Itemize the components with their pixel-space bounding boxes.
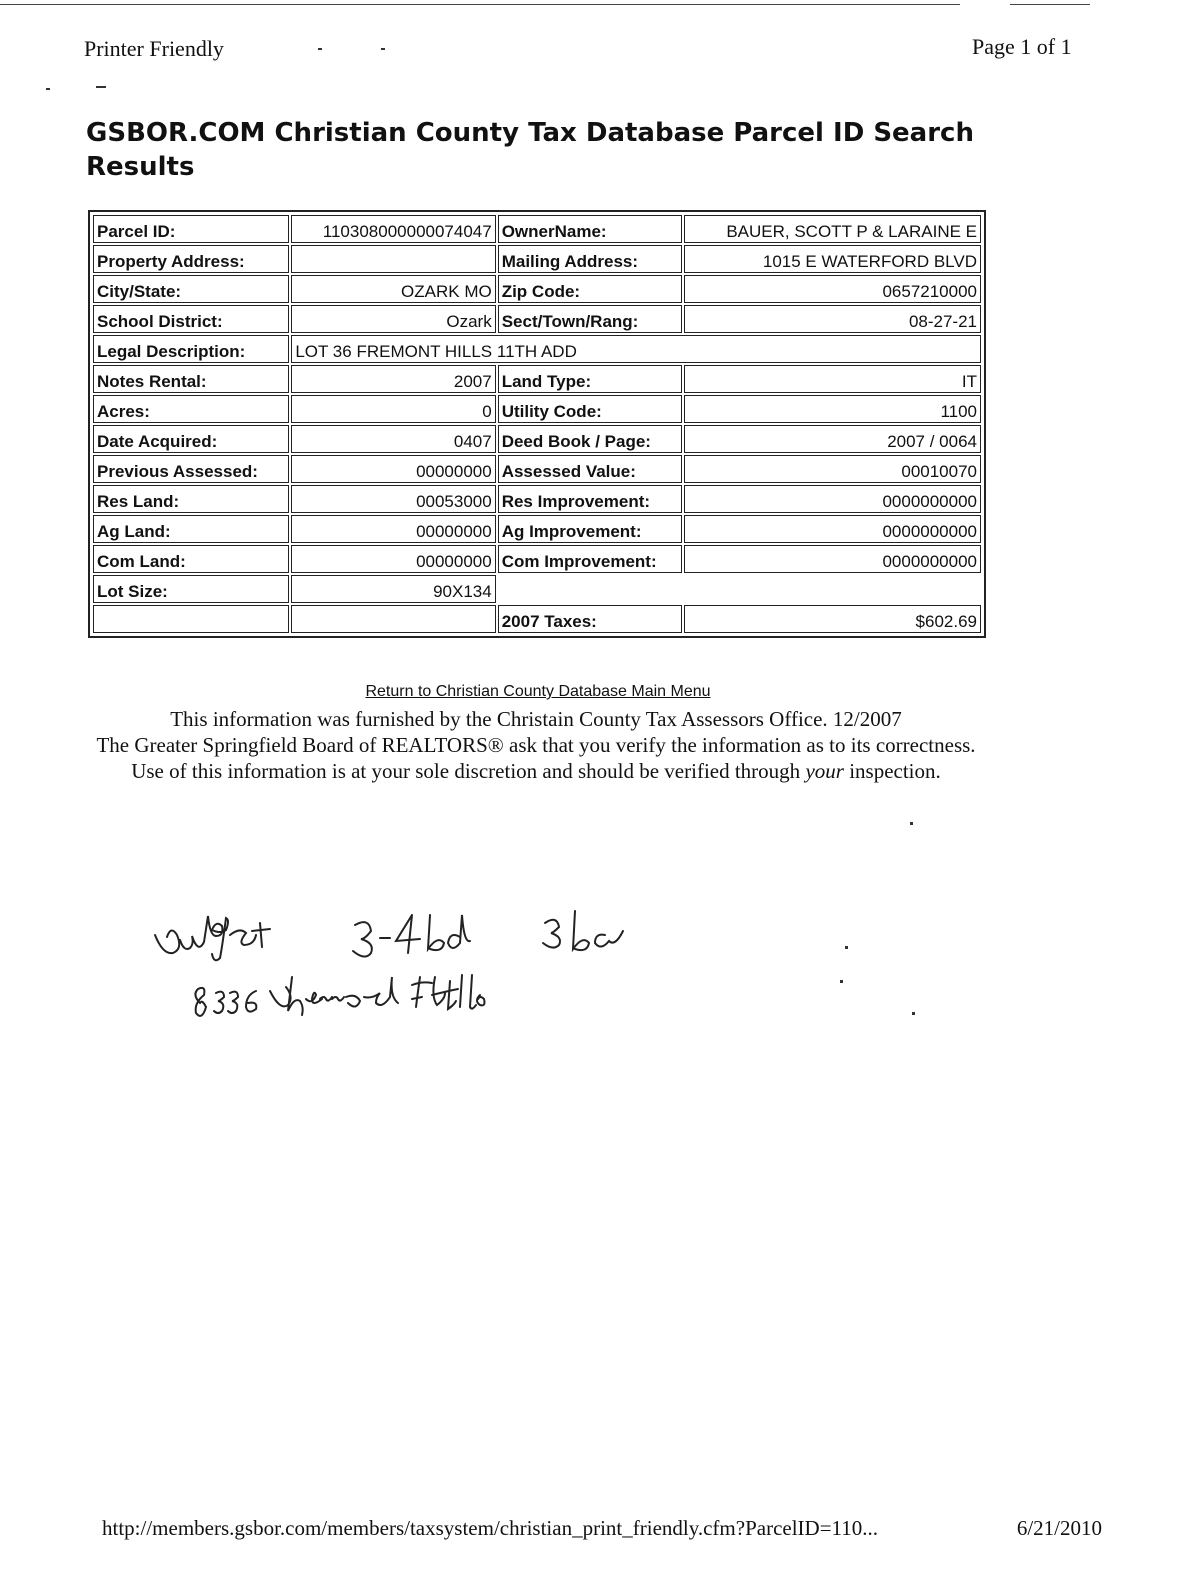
table-row (93, 485, 981, 513)
table-row (93, 605, 981, 633)
table-row (93, 335, 981, 363)
field-value: 0 (291, 395, 495, 423)
field-value: 0657210000 (684, 275, 981, 303)
table-row (93, 305, 981, 333)
field-label: Res Land: (93, 485, 289, 513)
field-label: OwnerName: (498, 215, 682, 243)
scan-speck (96, 86, 106, 88)
field-label: Parcel ID: (93, 215, 289, 243)
scan-speck (318, 48, 322, 50)
field-label: Land Type: (498, 365, 682, 393)
field-value: BAUER, SCOTT P & LARAINE E (684, 215, 981, 243)
field-label: Lot Size: (93, 575, 289, 603)
field-label: Zip Code: (498, 275, 682, 303)
table-row (93, 245, 981, 273)
field-label: City/State: (93, 275, 289, 303)
field-label: Date Acquired: (93, 425, 289, 453)
field-label: Previous Assessed: (93, 455, 289, 483)
top-rule (1010, 4, 1090, 5)
disclaimer (86, 706, 986, 784)
table-row (93, 275, 981, 303)
field-label: Ag Land: (93, 515, 289, 543)
parcel-rows (93, 215, 981, 633)
field-value: $602.69 (684, 605, 981, 633)
page-title: GSBOR.COM Christian County Tax Database Parcel ID Search Results (86, 118, 974, 182)
field-value (291, 245, 495, 273)
field-label: 2007 Taxes: (498, 605, 682, 633)
field-label: Deed Book / Page: (498, 425, 682, 453)
scan-speck (840, 980, 843, 983)
page-footer (102, 1516, 1102, 1541)
disclaimer-line: Use of this information is at your sole discretion and should be verified through your inspection. (131, 759, 941, 783)
field-value: 00000000 (291, 545, 495, 573)
field-value: 1100 (684, 395, 981, 423)
scan-speck (912, 1012, 915, 1015)
field-label: Notes Rental: (93, 365, 289, 393)
field-value: 0000000000 (684, 485, 981, 513)
scan-speck (845, 946, 848, 949)
table-row (93, 515, 981, 543)
field-label: Ag Improvement: (498, 515, 682, 543)
field-value: Ozark (291, 305, 495, 333)
source-url: http://members.gsbor.com/members/taxsystem/christian_print_friendly.cfm?ParcelID=110... (102, 1516, 879, 1540)
field-value: LOT 36 FREMONT HILLS 11TH ADD (291, 335, 981, 363)
field-label: Mailing Address: (498, 245, 682, 273)
field-value: 90X134 (291, 575, 495, 603)
field-label: Res Improvement: (498, 485, 682, 513)
print-date: 6/21/2010 (1016, 1516, 1102, 1540)
field-value: 0407 (291, 425, 495, 453)
table-row (93, 395, 981, 423)
field-value: 2007 (291, 365, 495, 393)
field-value: 08-27-21 (684, 305, 981, 333)
field-label: Sect/Town/Rang: (498, 305, 682, 333)
field-label: Property Address: (93, 245, 289, 273)
field-label: Assessed Value: (498, 455, 682, 483)
field-value: IT (684, 365, 981, 393)
field-value: 2007 / 0064 (684, 425, 981, 453)
field-label: School District: (93, 305, 289, 333)
field-label: Com Land: (93, 545, 289, 573)
field-value: 00000000 (291, 455, 495, 483)
field-label (93, 605, 289, 633)
table-row (93, 365, 981, 393)
table-row (93, 575, 981, 603)
field-value: 0000000000 (684, 545, 981, 573)
scan-speck (910, 822, 913, 825)
field-value (291, 605, 495, 633)
table-row (93, 425, 981, 453)
field-label: Utility Code: (498, 395, 682, 423)
scan-speck (381, 48, 385, 50)
parcel-details-table (88, 210, 986, 638)
top-rule (0, 4, 960, 5)
handwritten-note (150, 905, 710, 1055)
return-to-main-menu-link[interactable]: Return to Christian County Database Main Menu (365, 683, 711, 700)
field-value: 110308000000074047 (291, 215, 495, 243)
field-label: Acres: (93, 395, 289, 423)
field-value: 1015 E WATERFORD BLVD (684, 245, 981, 273)
table-row (93, 215, 981, 243)
field-value: OZARK MO (291, 275, 495, 303)
disclaimer-line: The Greater Springfield Board of REALTORS® ask that you verify the information as to its correctness. (96, 733, 976, 757)
field-value: 00053000 (291, 485, 495, 513)
page-number: Page 1 of 1 (972, 34, 1072, 59)
field-value: 0000000000 (684, 515, 981, 543)
printer-friendly-header: Printer Friendly (84, 36, 224, 61)
disclaimer-line: This information was furnished by the Christain County Tax Assessors Office. 12/2007 (170, 707, 902, 731)
field-value: 00000000 (291, 515, 495, 543)
table-row (93, 455, 981, 483)
field-value: 00010070 (684, 455, 981, 483)
field-label: Com Improvement: (498, 545, 682, 573)
empty-cell (498, 575, 981, 603)
scan-speck (46, 88, 50, 90)
field-label: Legal Description: (93, 335, 289, 363)
table-row (93, 545, 981, 573)
